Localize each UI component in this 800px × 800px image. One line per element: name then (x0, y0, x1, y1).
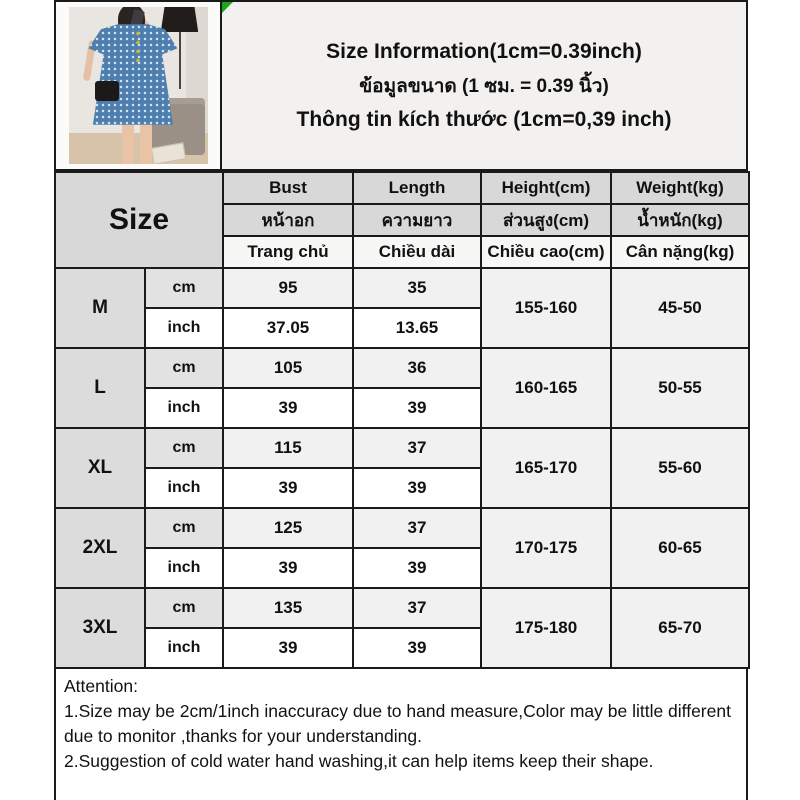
unit-cm-label: cm (145, 268, 223, 308)
bust-value: 135 (223, 588, 353, 628)
table-row-l-cm (55, 348, 749, 388)
weight-range: 55-60 (611, 428, 749, 508)
attention-heading: Attention: (64, 676, 138, 696)
length-value: 35 (353, 268, 481, 308)
photo-model-leg-right (140, 123, 153, 164)
length-value: 39 (353, 628, 481, 668)
photo-dress-buttons (136, 29, 140, 64)
bust-value: 39 (223, 628, 353, 668)
attention-note-2: 2.Suggestion of cold water hand washing,it can help items keep their shape. (64, 751, 654, 771)
size-header: Size (55, 172, 223, 268)
weight-range: 45-50 (611, 268, 749, 348)
height-range: 170-175 (481, 508, 611, 588)
col-header-bust-vi: Trang chủ (223, 236, 353, 268)
length-value: 36 (353, 348, 481, 388)
unit-inch-label: inch (145, 628, 223, 668)
green-corner-mark-icon (222, 2, 233, 13)
title-cell (222, 0, 748, 171)
col-header-weight-th: น้ำหนัก(kg) (611, 204, 749, 236)
col-header-height-th: ส่วนสูง(cm) (481, 204, 611, 236)
photo-model-leg-left (122, 123, 135, 164)
unit-inch-label: inch (145, 468, 223, 508)
col-header-weight-en: Weight(kg) (611, 172, 749, 204)
photo-blue-dress (88, 24, 177, 124)
product-photo (69, 7, 208, 164)
bust-value: 39 (223, 388, 353, 428)
height-range: 165-170 (481, 428, 611, 508)
attention-box (54, 669, 748, 800)
length-value: 37 (353, 508, 481, 548)
product-photo-cell (54, 0, 222, 171)
photo-handbag (95, 81, 119, 101)
unit-inch-label: inch (145, 388, 223, 428)
height-range: 175-180 (481, 588, 611, 668)
unit-cm-label: cm (145, 428, 223, 468)
unit-cm-label: cm (145, 588, 223, 628)
length-value: 13.65 (353, 308, 481, 348)
photo-lamp-shade-icon (161, 7, 199, 32)
header-row-english (55, 172, 749, 204)
height-range: 155-160 (481, 268, 611, 348)
col-header-bust-th: หน้าอก (223, 204, 353, 236)
title-vietnamese: Thông tin kích thước (1cm=0,39 inch) (296, 107, 672, 131)
bust-value: 95 (223, 268, 353, 308)
col-header-height-vi: Chiều cao(cm) (481, 236, 611, 268)
unit-inch-label: inch (145, 308, 223, 348)
size-label-xl: XL (55, 428, 145, 508)
title-english: Size Information(1cm=0.39inch) (326, 39, 642, 63)
length-value: 39 (353, 388, 481, 428)
length-value: 37 (353, 588, 481, 628)
top-row (54, 0, 748, 171)
weight-range: 50-55 (611, 348, 749, 428)
col-header-length-en: Length (353, 172, 481, 204)
table-row-3xl-cm (55, 588, 749, 628)
col-header-length-th: ความยาว (353, 204, 481, 236)
col-header-weight-vi: Cân nặng(kg) (611, 236, 749, 268)
size-chart-sheet (54, 0, 748, 800)
col-header-height-en: Height(cm) (481, 172, 611, 204)
bust-value: 37.05 (223, 308, 353, 348)
bust-value: 39 (223, 548, 353, 588)
table-row-xl-cm (55, 428, 749, 468)
photo-lamp-pole (179, 32, 181, 89)
length-value: 39 (353, 468, 481, 508)
bust-value: 39 (223, 468, 353, 508)
unit-cm-label: cm (145, 508, 223, 548)
col-header-length-vi: Chiều dài (353, 236, 481, 268)
height-range: 160-165 (481, 348, 611, 428)
size-label-l: L (55, 348, 145, 428)
weight-range: 65-70 (611, 588, 749, 668)
size-label-m: M (55, 268, 145, 348)
bust-value: 125 (223, 508, 353, 548)
length-value: 37 (353, 428, 481, 468)
length-value: 39 (353, 548, 481, 588)
table-row-m-cm (55, 268, 749, 308)
title-thai: ข้อมูลขนาด (1 ซม. = 0.39 นิ้ว) (359, 75, 609, 97)
unit-inch-label: inch (145, 548, 223, 588)
attention-note-1: 1.Size may be 2cm/1inch inaccuracy due to hand measure,Color may be little different due to monitor ,thanks for your understanding. (64, 701, 731, 746)
table-row-2xl-cm (55, 508, 749, 548)
weight-range: 60-65 (611, 508, 749, 588)
size-label-2xl: 2XL (55, 508, 145, 588)
col-header-bust-en: Bust (223, 172, 353, 204)
bust-value: 105 (223, 348, 353, 388)
unit-cm-label: cm (145, 348, 223, 388)
bust-value: 115 (223, 428, 353, 468)
size-label-3xl: 3XL (55, 588, 145, 668)
size-table (54, 171, 750, 669)
